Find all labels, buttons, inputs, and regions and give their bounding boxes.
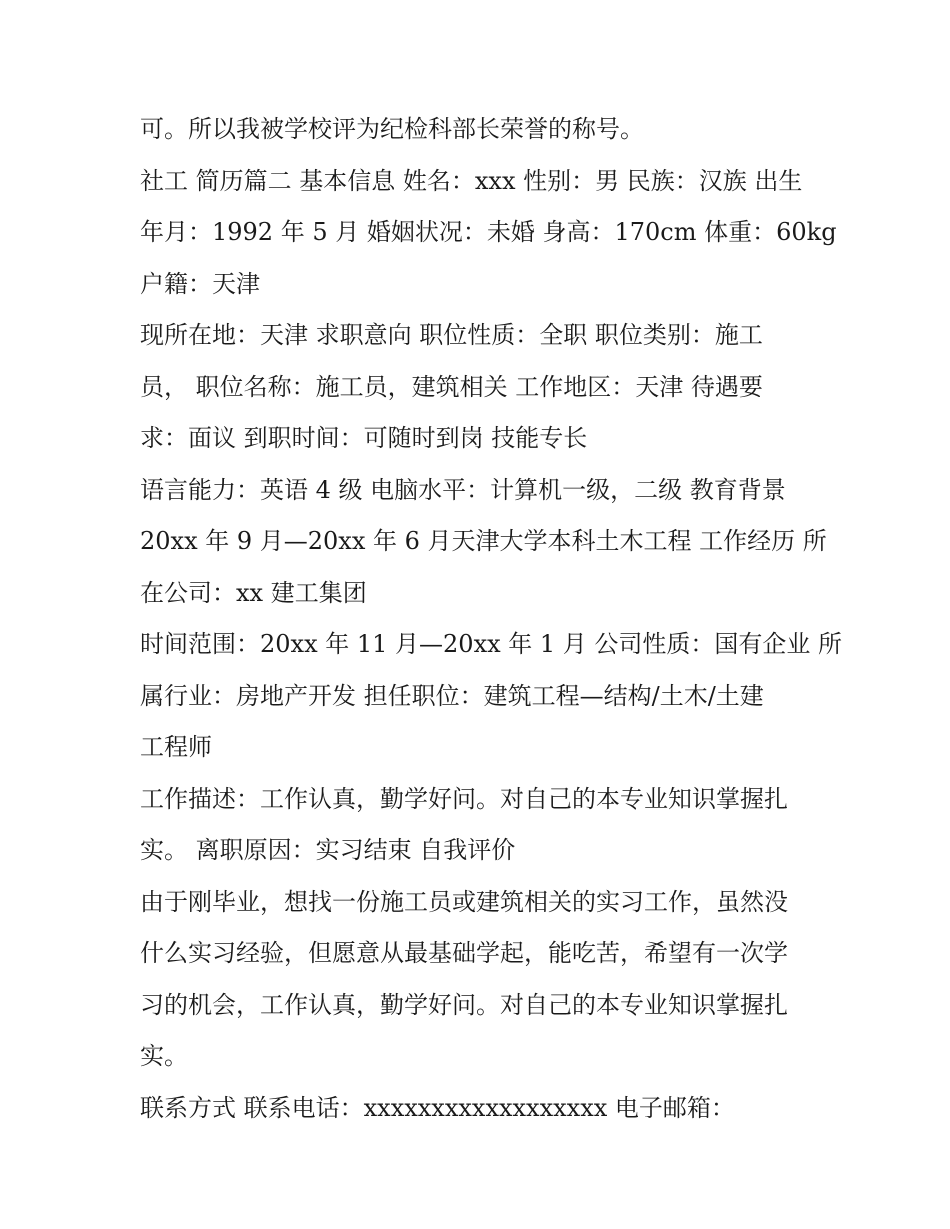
text-line: 实。 — [140, 1042, 188, 1070]
text-line: 在公司：xx 建工集团 — [140, 578, 367, 607]
document-body — [140, 104, 843, 1134]
text-line: 时间范围：20xx 年 11 月—20xx 年 1 月 公司性质：国有企业 所 — [140, 630, 843, 658]
text-line: 户籍：天津 — [140, 269, 260, 298]
text-line: 语言能力：英语 4 级 电脑水平：计算机一级，二级 教育背景 — [140, 475, 786, 504]
text-line: 可。所以我被学校评为纪检科部长荣誉的称号。 — [140, 115, 644, 143]
text-line: 社工 简历篇二 基本信息 姓名：xxx 性别：男 民族：汉族 出生 — [140, 166, 803, 195]
text-line: 由于刚毕业，想找一份施工员或建筑相关的实习工作，虽然没 — [140, 887, 788, 916]
text-line: 20xx 年 9 月—20xx 年 6 月天津大学本科土木工程 工作经历 所 — [140, 527, 827, 555]
text-line: 工程师 — [140, 733, 212, 761]
text-line: 属行业：房地产开发 担任职位：建筑工程—结构/土木/土建 — [140, 681, 764, 710]
text-line: 什么实习经验，但愿意从最基础学起，能吃苦，希望有一次学 — [140, 939, 788, 967]
text-line: 求：面议 到职时间：可随时到岗 技能专长 — [140, 424, 588, 452]
text-line: 现所在地：天津 求职意向 职位性质：全职 职位类别：施工 — [140, 321, 763, 349]
text-line: 习的机会，工作认真，勤学好问。对自己的本专业知识掌握扎 — [140, 990, 788, 1019]
text-line: 员， 职位名称：施工员，建筑相关 工作地区：天津 待遇要 — [140, 372, 763, 401]
text-line: 联系方式 联系电话：xxxxxxxxxxxxxxxxxx 电子邮箱： — [140, 1093, 735, 1122]
text-line: 实。 离职原因：实习结束 自我评价 — [140, 836, 516, 864]
text-line: 工作描述：工作认真，勤学好问。对自己的本专业知识掌握扎 — [140, 784, 788, 813]
text-line: 年月：1992 年 5 月 婚姻状况：未婚 身高：170cm 体重：60kg — [140, 218, 837, 246]
